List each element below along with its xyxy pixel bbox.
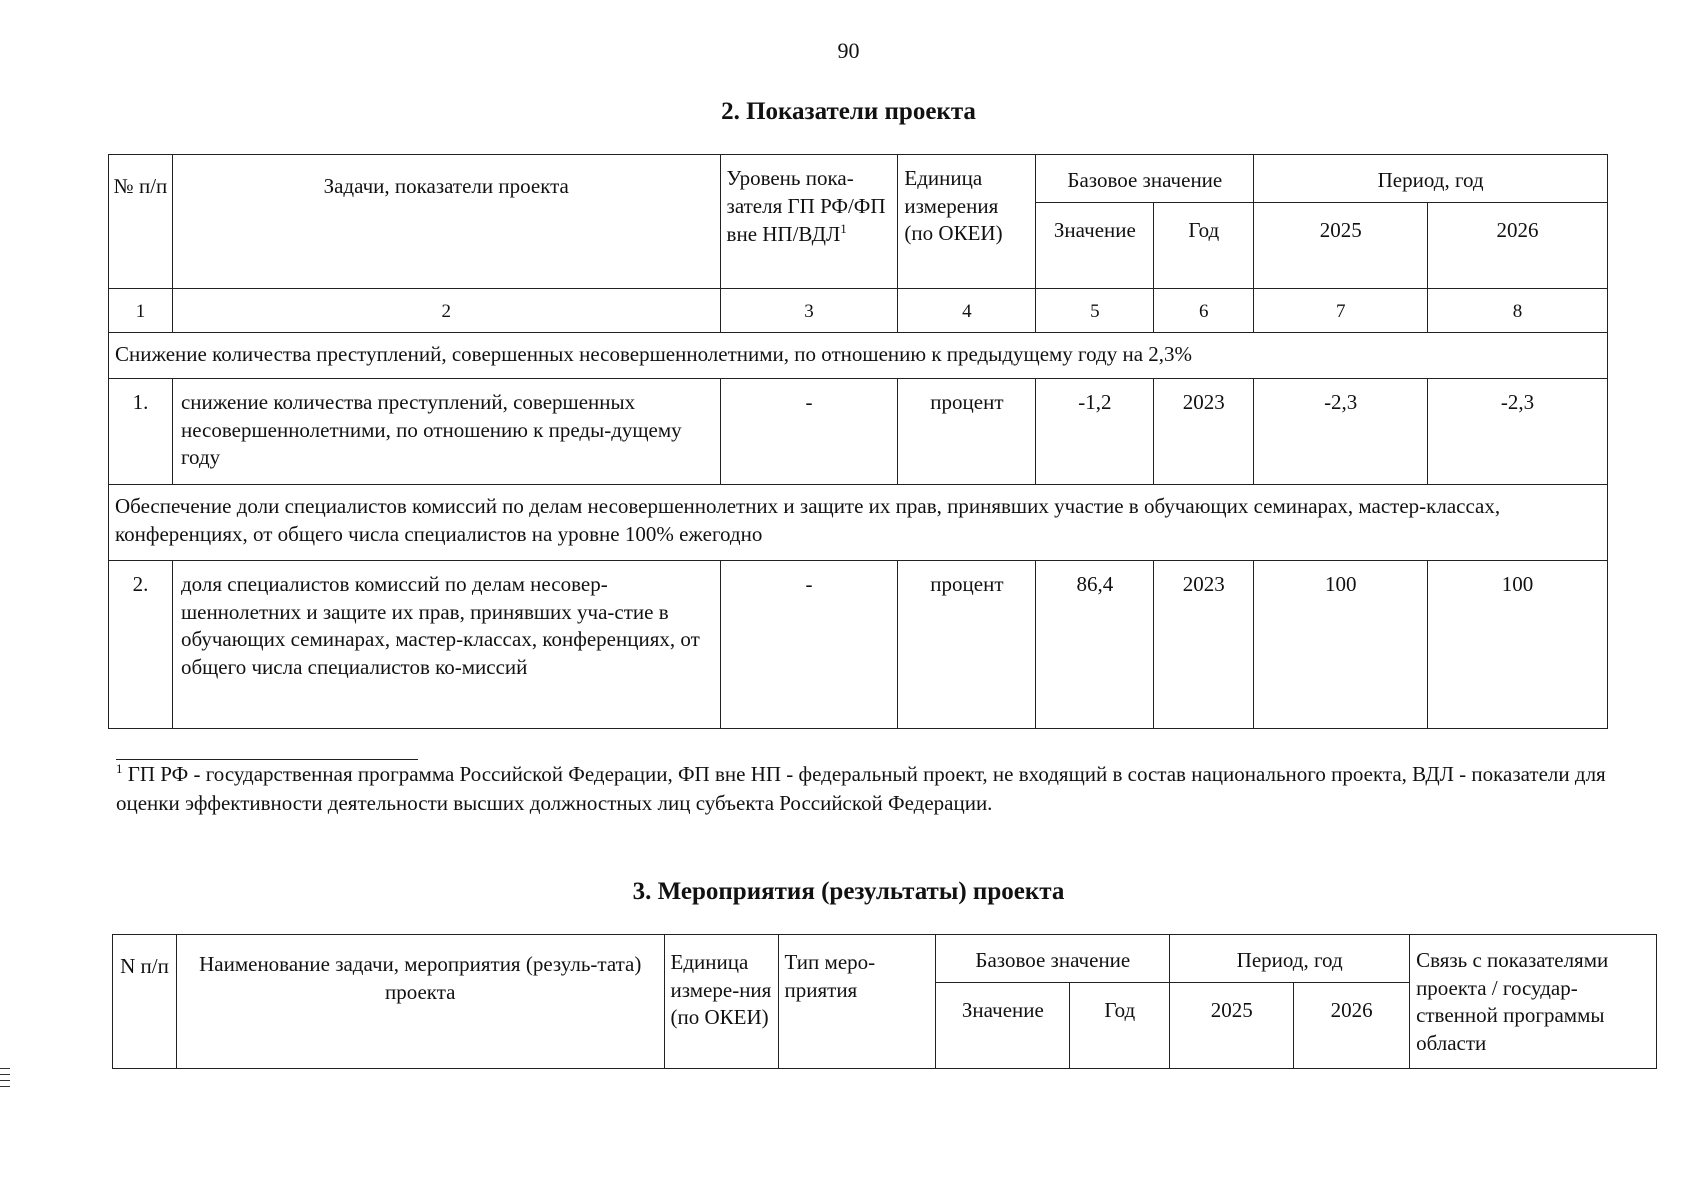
footnote-text: ГП РФ - государственная программа Российской Федерации, ФП вне НП - федеральный проект, не входящий в состав национального проекта, ВДЛ - показатели для оценки эффективности деятельности высших должностных лиц субъекта Российской Федерации. (116, 762, 1606, 815)
header-2026: 2026 (1428, 203, 1608, 289)
indicator-row-1 (109, 379, 1608, 485)
row2-name: доля специалистов комиссий по делам несовер-шеннолетних и защите их прав, принявших уча-стие в обучающих семинарах, мастер-классах, конференциях, от общего числа специалистов ко-миссий (172, 561, 720, 729)
section3-title: 3. Мероприятия (результаты) проекта (632, 878, 1065, 905)
act-header-period: Период, год (1170, 935, 1410, 983)
scan-mark (0, 1074, 10, 1075)
header-2025: 2025 (1254, 203, 1428, 289)
act-header-link: Связь с показателями проекта / государ-ственной программы области (1410, 935, 1657, 1069)
row1-unit: процент (898, 379, 1036, 485)
row1-2026: -2,3 (1428, 379, 1608, 485)
section2-title: 2. Показатели проекта (721, 98, 976, 125)
row1-name: снижение количества преступлений, совершенных несовершеннолетними, по отношению к преды-дущему году (172, 379, 720, 485)
activities-table (112, 934, 1657, 1069)
scan-mark (0, 1068, 10, 1069)
col-index-1: 1 (109, 289, 173, 333)
act-header-unit: Единица измере-ния (по ОКЕИ) (664, 935, 778, 1069)
scan-mark (0, 1086, 10, 1087)
task-row-2: Обеспечение доли специалистов комиссий по делам несовершеннолетних и защите их прав, принявших участие в обучающих семинарах, мастер-классах, конференциях, от общего числа специалистов на уровне 100% ежегодно (109, 485, 1608, 561)
header-base-year: Год (1154, 203, 1254, 289)
header-period: Период, год (1254, 155, 1608, 203)
header-unit: Единица измерения (по ОКЕИ) (898, 155, 1036, 289)
col-index-2: 2 (172, 289, 720, 333)
act-header-name: Наименование задачи, мероприятия (резуль-тата) проекта (176, 935, 664, 1069)
indicator-row-2 (109, 561, 1608, 729)
act-header-type: Тип меро-приятия (778, 935, 936, 1069)
col-index-7: 7 (1254, 289, 1428, 333)
row1-2025: -2,3 (1254, 379, 1428, 485)
act-header-base-year: Год (1070, 983, 1170, 1069)
col-index-5: 5 (1036, 289, 1154, 333)
header-level-text: Уровень пока-зателя ГП РФ/ФП вне НП/ВДЛ (726, 166, 886, 247)
header-level (720, 155, 898, 289)
row2-num: 2. (109, 561, 173, 729)
row2-level: - (720, 561, 898, 729)
scan-mark (0, 1080, 10, 1081)
row1-level: - (720, 379, 898, 485)
row1-base-value: -1,2 (1036, 379, 1154, 485)
indicators-table (108, 154, 1608, 729)
col-index-6: 6 (1154, 289, 1254, 333)
header-level-footnote-mark: 1 (840, 221, 847, 237)
task-row-1: Снижение количества преступлений, совершенных несовершеннолетними, по отношению к предыдущему году на 2,3% (109, 333, 1608, 379)
act-header-base-value: Значение (936, 983, 1070, 1069)
header-base-value: Значение (1036, 203, 1154, 289)
col-index-3: 3 (720, 289, 898, 333)
row1-base-year: 2023 (1154, 379, 1254, 485)
act-header-base: Базовое значение (936, 935, 1170, 983)
act-header-2025: 2025 (1170, 983, 1294, 1069)
row1-num: 1. (109, 379, 173, 485)
header-tasks: Задачи, показатели проекта (172, 155, 720, 289)
col-index-4: 4 (898, 289, 1036, 333)
act-header-num: N п/п (113, 935, 177, 1069)
row2-base-year: 2023 (1154, 561, 1254, 729)
act-header-2026: 2026 (1294, 983, 1410, 1069)
footnote-mark: 1 (116, 761, 123, 776)
row2-2026: 100 (1428, 561, 1608, 729)
row2-base-value: 86,4 (1036, 561, 1154, 729)
footnote (116, 760, 1646, 818)
header-base: Базовое значение (1036, 155, 1254, 203)
margin-scan-marks (0, 1068, 10, 1092)
row2-2025: 100 (1254, 561, 1428, 729)
header-num: № п/п (109, 155, 173, 289)
row2-unit: процент (898, 561, 1036, 729)
page-number: 90 (837, 38, 860, 63)
col-index-8: 8 (1428, 289, 1608, 333)
